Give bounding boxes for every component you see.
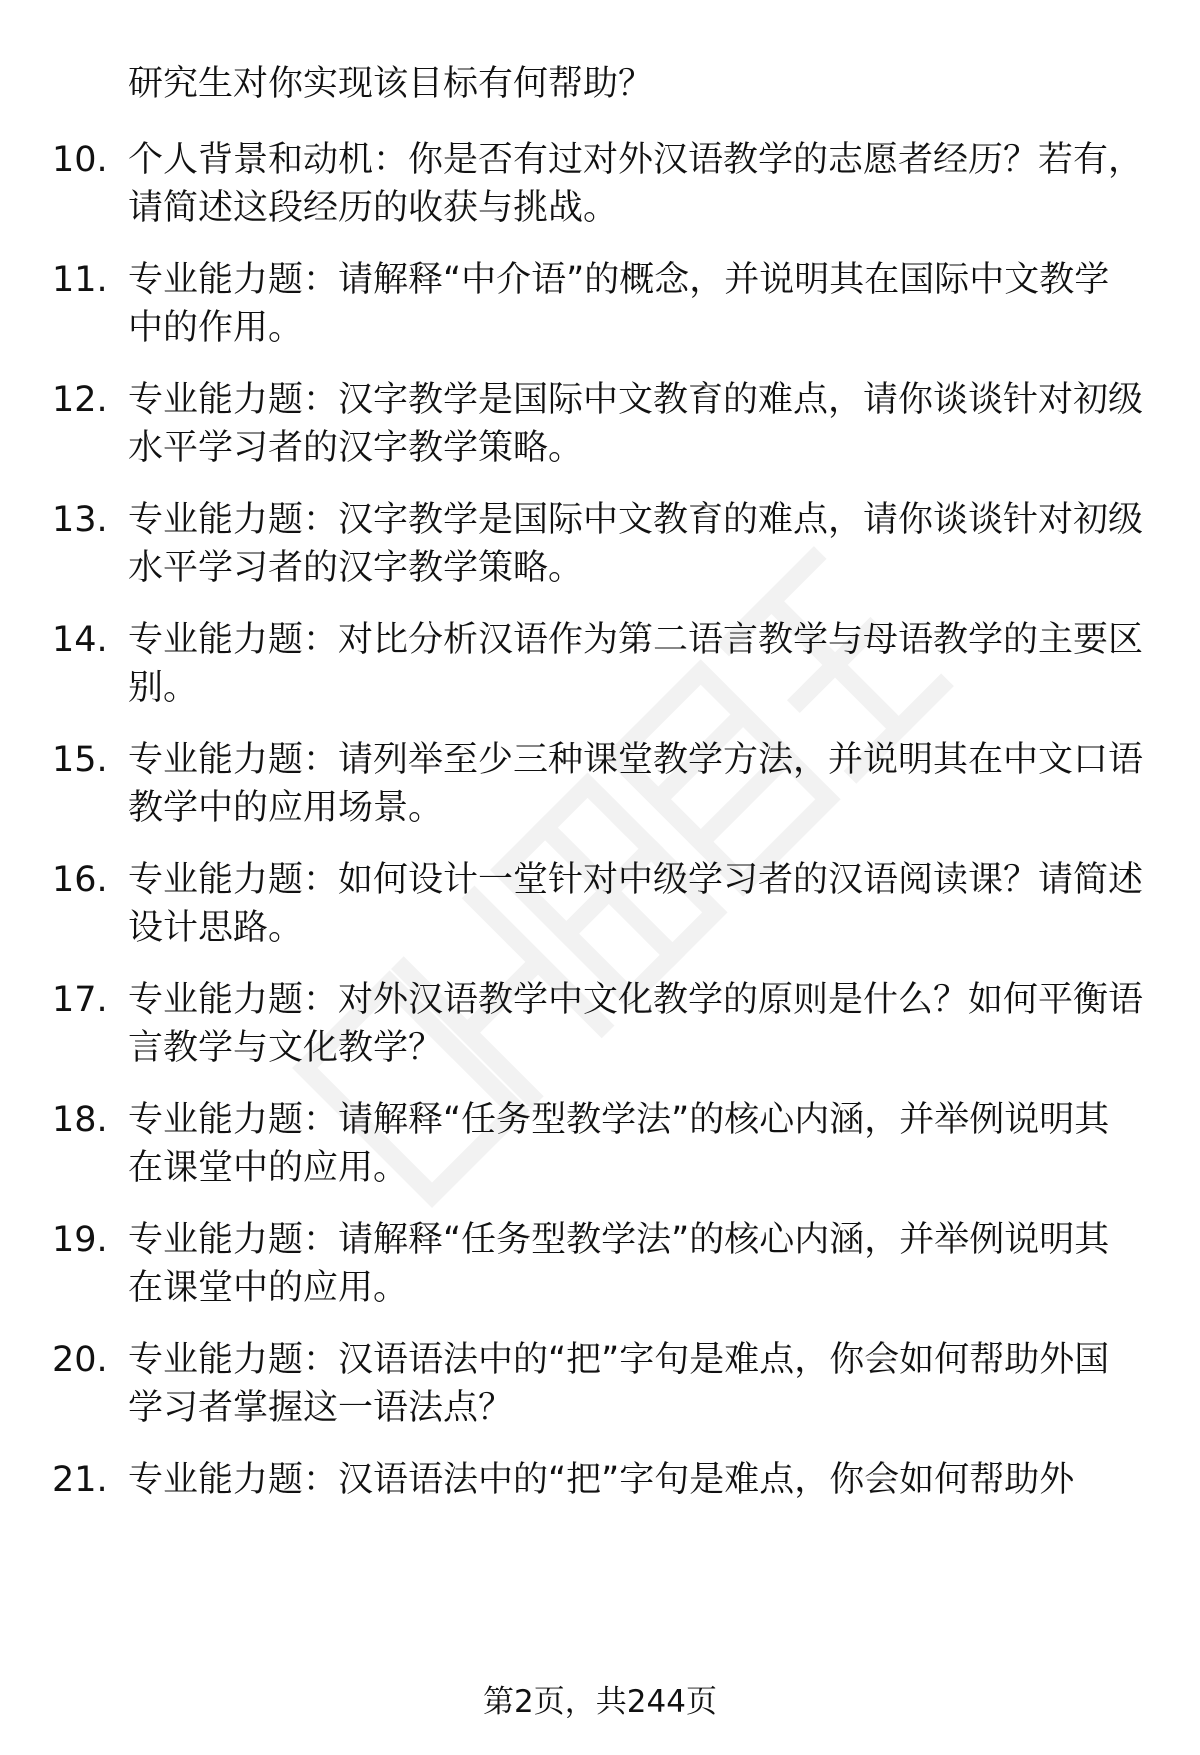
list-item: [52, 616, 1144, 712]
list-item: [52, 256, 1144, 352]
item-number: 19.: [52, 1220, 108, 1260]
item-number: 10.: [52, 140, 108, 180]
item-number: 21.: [52, 1460, 108, 1500]
list-item: [52, 736, 1144, 832]
item-text: 专业能力题：请列举至少三种课堂教学方法，并说明其在中文口语教学中的应用场景。: [128, 740, 1144, 828]
item-text: 专业能力题：汉字教学是国际中文教育的难点，请你谈谈针对初级水平学习者的汉字教学策略。: [128, 380, 1144, 468]
item-number: 13.: [52, 500, 108, 540]
item-text: 个人背景和动机：你是否有过对外汉语教学的志愿者经历？若有，请简述这段经历的收获与挑战。: [128, 140, 1144, 228]
item-number: 12.: [52, 380, 108, 420]
list-item: [52, 1456, 1144, 1504]
item-number: 16.: [52, 860, 108, 900]
continuation-text: 研究生对你实现该目标有何帮助？: [128, 64, 654, 104]
item-text: 专业能力题：对比分析汉语作为第二语言教学与母语教学的主要区别。: [128, 620, 1144, 708]
item-text: 专业能力题：汉语语法中的“把”字句是难点，你会如何帮助外国学习者掌握这一语法点？: [128, 1340, 1110, 1428]
item-text: 专业能力题：如何设计一堂针对中级学习者的汉语阅读课？请简述设计思路。: [128, 860, 1144, 948]
list-item: [52, 856, 1144, 952]
list-item: [52, 136, 1144, 232]
page-number-footer: 第2页，共244页: [483, 1684, 717, 1720]
item-number: 15.: [52, 740, 108, 780]
item-text: 专业能力题：汉语语法中的“把”字句是难点，你会如何帮助外: [128, 1460, 1075, 1500]
item-text: 专业能力题：请解释“任务型教学法”的核心内涵，并举例说明其在课堂中的应用。: [128, 1100, 1110, 1188]
item-number: 18.: [52, 1100, 108, 1140]
list-item: [52, 1096, 1144, 1192]
item-text: 专业能力题：请解释“任务型教学法”的核心内涵，并举例说明其在课堂中的应用。: [128, 1220, 1110, 1308]
list-item: [52, 1216, 1144, 1312]
list-item: [52, 496, 1144, 592]
list-item: [52, 976, 1144, 1072]
item-number: 11.: [52, 260, 108, 300]
item-text: 专业能力题：汉字教学是国际中文教育的难点，请你谈谈针对初级水平学习者的汉字教学策略。: [128, 500, 1144, 588]
item-text: 专业能力题：对外汉语教学中文化教学的原则是什么？如何平衡语言教学与文化教学？: [128, 980, 1144, 1068]
list-item: [52, 1336, 1144, 1432]
item-number: 17.: [52, 980, 108, 1020]
item-number: 20.: [52, 1340, 108, 1380]
item-text: 专业能力题：请解释“中介语”的概念，并说明其在国际中文教学中的作用。: [128, 260, 1110, 348]
list-item: [52, 376, 1144, 472]
item-number: 14.: [52, 620, 108, 660]
